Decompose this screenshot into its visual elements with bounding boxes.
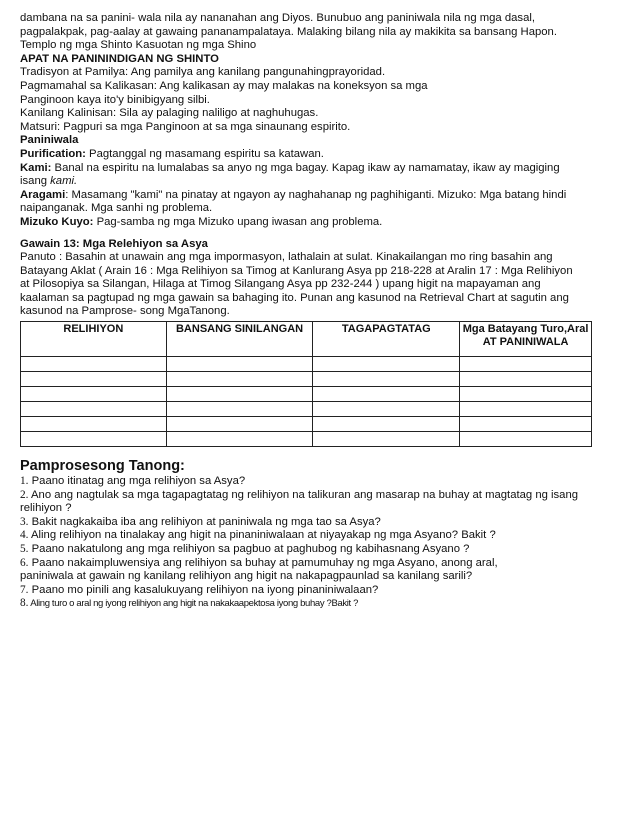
table-cell-empty[interactable]: [460, 417, 592, 432]
belief-definition: isang: [20, 175, 51, 188]
table-cell-empty[interactable]: [21, 402, 167, 417]
belief-italic-term: kami.: [50, 175, 78, 188]
table-cell-empty[interactable]: [166, 402, 313, 417]
belief-term: Purification:: [20, 147, 86, 160]
question-item: [20, 543, 592, 557]
table-row: [21, 402, 592, 417]
table-cell-empty[interactable]: [460, 402, 592, 417]
column-header-relihiyon: RELIHIYON: [21, 322, 167, 357]
table-cell-empty[interactable]: [166, 357, 313, 372]
table-row: [21, 387, 592, 402]
question-item: [20, 557, 592, 571]
table-row: [21, 417, 592, 432]
doctrine-item: Tradisyon at Pamilya: Ang pamilya ang kanilang pangunahingprayoridad.: [20, 66, 386, 79]
table-cell-empty[interactable]: [460, 432, 592, 447]
question-text: Ano ang nagtulak sa mga tagapagtatag ng relihiyon na talikuran ang masarap na buhay at magtatag ng isang: [28, 488, 579, 501]
belief-aragami-cont: naipanganak. Mga sanhi ng problema.: [20, 202, 213, 215]
table-cell-empty[interactable]: [313, 357, 460, 372]
question-item: [20, 529, 592, 543]
question-number: 2.: [20, 488, 29, 501]
doctrines-title: APAT NA PANININDIGAN NG SHINTO: [20, 52, 219, 65]
document-page: [20, 12, 592, 611]
question-number: 3.: [20, 515, 29, 528]
belief-mizuko-kuyo: [20, 216, 592, 230]
question-item: [20, 584, 592, 598]
table-cell-empty[interactable]: [21, 417, 167, 432]
table-cell-empty[interactable]: [166, 432, 313, 447]
question-text: Paano nakatulong ang mga relihiyon sa pagbuo at paghubog ng kabihasnang Asyano ?: [28, 543, 470, 556]
table-cell-empty[interactable]: [166, 372, 313, 387]
doctrine-item: Kanilang Kalinisan: Sila ay palaging naliligo at naghuhugas.: [20, 107, 319, 120]
belief-term: Aragami: [20, 188, 66, 201]
doctrine-item: Matsuri: Pagpuri sa mga Panginoon at sa mga sinaunang espirito.: [20, 120, 351, 133]
table-cell-empty[interactable]: [21, 432, 167, 447]
table-cell-empty[interactable]: [460, 357, 592, 372]
question-item: [20, 516, 592, 530]
retrieval-chart: [20, 321, 592, 447]
retrieval-chart-header-row: [21, 322, 592, 357]
question-text: paniniwala at gawain ng kanilang relihiyon ang higit na nakapagpaunlad sa kanilang sarili?: [20, 570, 473, 583]
belief-kami: [20, 162, 592, 176]
activity-instruction: kasunod na Pamprose- song MgaTanong.: [20, 305, 230, 318]
question-text: Paano nakaimpluwensiya ang relihiyon sa buhay at pamumuhay ng mga Asyano, anong aral,: [28, 556, 498, 569]
question-text: Aling turo o aral ng iyong relihiyon ang higit na nakakaapektosa iyong buhay ?Bakit ?: [28, 598, 359, 610]
table-cell-empty[interactable]: [460, 387, 592, 402]
question-number: 1.: [20, 475, 29, 488]
table-cell-empty[interactable]: [166, 387, 313, 402]
column-header-batayang-turo: Mga Batayang Turo,Aral AT PANINIWALA: [460, 322, 592, 357]
column-header-bansang-sinilangan: BANSANG SINILANGAN: [166, 322, 313, 357]
question-text: Aling relihiyon na tinalakay ang higit na pinaniniwalaan at niyayakap ng mga Asyano? Bakit ?: [28, 529, 496, 542]
question-text: Paano mo pinili ang kasalukuyang relihiyon na iyong pinaniniwalaan?: [28, 583, 379, 596]
belief-aragami: [20, 189, 592, 203]
activity-title: Gawain 13: Mga Relehiyon sa Asya: [20, 237, 208, 250]
question-number: 6.: [20, 556, 29, 569]
doctrine-item: Panginoon kaya ito'y binibigyang silbi.: [20, 93, 210, 106]
belief-term: Mizuko Kuyo:: [20, 215, 94, 228]
table-cell-empty[interactable]: [313, 387, 460, 402]
question-number: 5.: [20, 543, 29, 556]
belief-definition: : Masamang "kami" na pinatay at ngayon ay naghahanap ng paghihiganti. Mizuko: Mga batang hindi: [65, 188, 567, 201]
question-text: relihiyon ?: [20, 502, 72, 515]
beliefs-title: Paniniwala: [20, 134, 79, 147]
intro-line-2: pagpalakpak, pag-aalay at gawaing pananampalataya. Malaking bilang nila ay makikita sa bansang Hapon.: [20, 25, 557, 38]
table-cell-empty[interactable]: [21, 372, 167, 387]
table-row: [21, 357, 592, 372]
retrieval-chart-body: [21, 357, 592, 447]
table-cell-empty[interactable]: [313, 372, 460, 387]
table-row: [21, 432, 592, 447]
question-text: Paano itinatag ang mga relihiyon sa Asya?: [28, 475, 246, 488]
question-text: Bakit nagkakaiba iba ang relihiyon at paniniwala ng mga tao sa Asya?: [28, 515, 381, 528]
belief-definition: Banal na espiritu na lumalabas sa anyo ng mga bagay. Kapag ikaw ay namamatay, ikaw ay magiging: [51, 161, 560, 174]
table-cell-empty[interactable]: [21, 387, 167, 402]
belief-definition: Pagtanggal ng masamang espiritu sa katawan.: [85, 147, 324, 160]
table-row: [21, 372, 592, 387]
activity-instruction: Panuto : Basahin at unawain ang mga impormasyon, lathalain at sulat. Kinakailangan mo ring basahin ang: [20, 251, 553, 264]
belief-definition: Pag-samba ng mga Mizuko upang iwasan ang problema.: [93, 215, 383, 228]
activity-instruction: at Pilosopiya sa Silangan, Hilaga at Timog Silangang Asya pp 232-244 ) upang higit na mapayaman ang: [20, 278, 541, 291]
question-item: [20, 570, 592, 584]
question-number: 8.: [20, 597, 29, 610]
doctrine-item: Pagmamahal sa Kalikasan: Ang kalikasan ay may malakas na koneksyon sa mga: [20, 79, 428, 92]
table-cell-empty[interactable]: [21, 357, 167, 372]
intro-line-3: Templo ng mga Shinto Kasuotan ng mga Shino: [20, 39, 257, 52]
question-item: [20, 597, 592, 611]
question-list: [20, 475, 592, 597]
question-number: 7.: [20, 583, 29, 596]
question-item: [20, 475, 592, 489]
activity-instruction: Batayang Aklat ( Arain 16 : Mga Relihiyon sa Timog at Kanlurang Asya pp 218-228 at Aralin 17 : Mga Relihiyon: [20, 264, 573, 277]
question-item: [20, 502, 592, 516]
table-cell-empty[interactable]: [166, 417, 313, 432]
intro-line-1: dambana na sa panini- wala nila ay nananahan ang Diyos. Bunubuo ang paniniwala nila ng mga dasal,: [20, 12, 536, 24]
table-cell-empty[interactable]: [313, 417, 460, 432]
table-cell-empty[interactable]: [313, 402, 460, 417]
belief-purification: [20, 148, 592, 162]
table-cell-empty[interactable]: [460, 372, 592, 387]
question-number: 4.: [20, 529, 29, 542]
table-cell-empty[interactable]: [313, 432, 460, 447]
column-header-tagapagtatag: TAGAPAGTATAG: [313, 322, 460, 357]
belief-term: Kami:: [20, 161, 52, 174]
belief-kami-cont: [20, 175, 592, 189]
questions-heading: Pamprosesong Tanong:: [20, 458, 185, 475]
question-item: [20, 489, 592, 503]
activity-instruction: kaalaman sa pagtupad ng mga gawain sa bahaging ito. Punan ang kasunod na Retrieval Chart at sagutin ang: [20, 291, 569, 304]
